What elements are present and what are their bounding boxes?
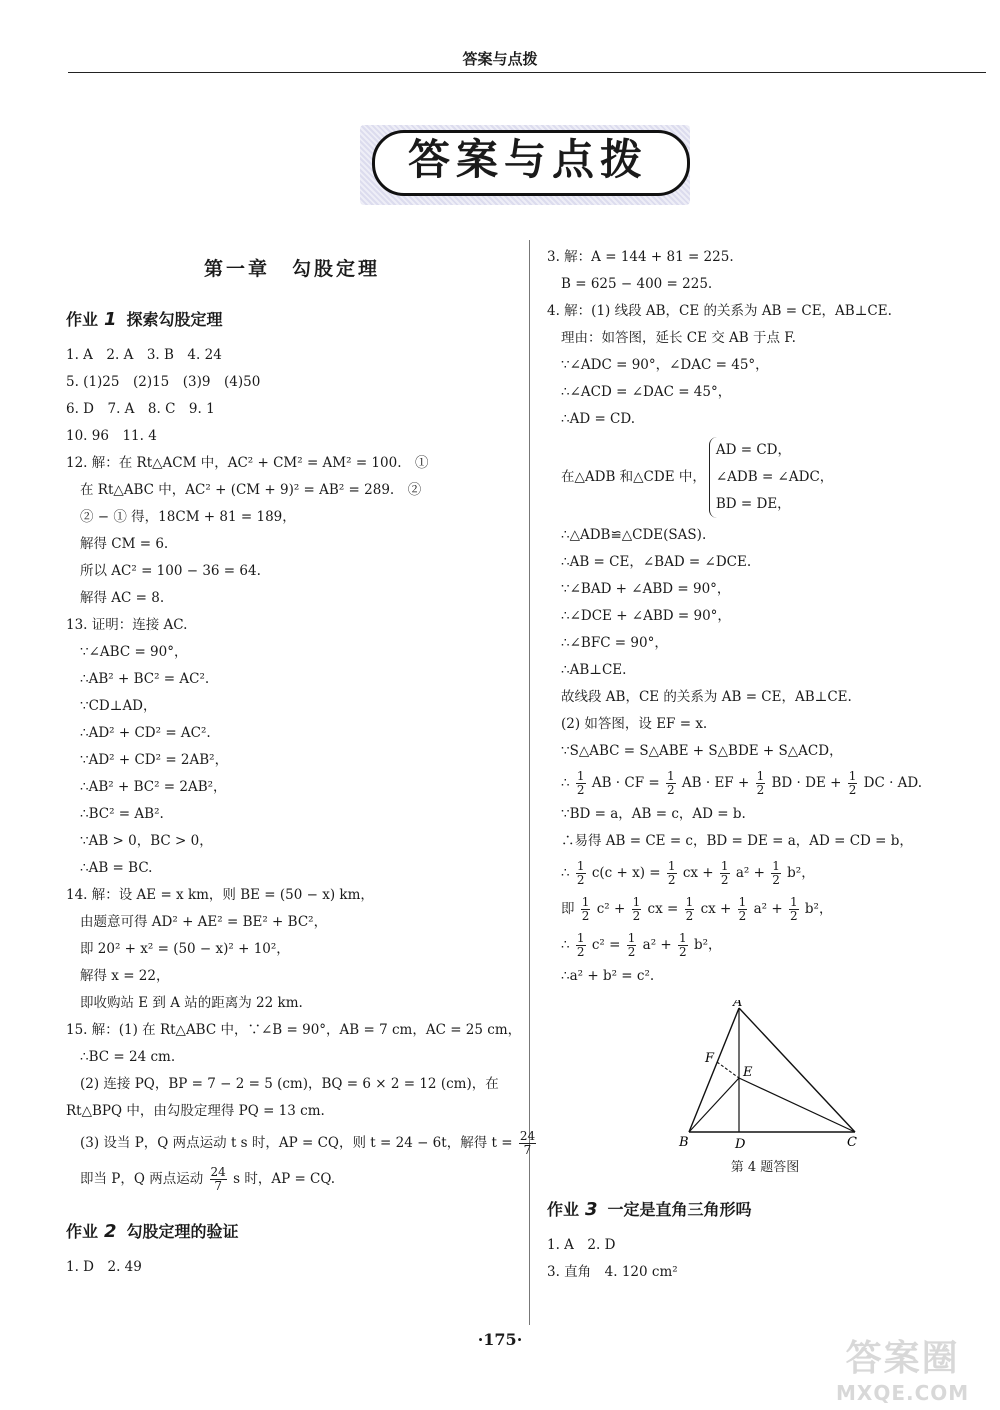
fraction-half: [678, 932, 688, 959]
answer-line: 理由：如答图，延长 CE 交 AB 于点 F.: [561, 330, 796, 346]
homework-label: 作业: [66, 1222, 99, 1241]
answer-line: 14. 解：设 AE = x km，则 BE = (50 − x) km，: [66, 887, 374, 903]
answer-line: 解得 AC = 8.: [80, 590, 165, 606]
numerator: 1: [848, 769, 857, 783]
homework-number: 1: [104, 309, 117, 330]
watermark-logo-text: 答案圈: [845, 1338, 960, 1379]
segment-ab: [689, 1008, 739, 1132]
text-run: b²，: [804, 901, 833, 917]
answer-line: 6. D 7. A 8. C 9. 1: [66, 401, 215, 417]
fraction-half: [738, 896, 748, 923]
banner-title: 答案与点拨: [407, 135, 648, 184]
homework-title: 探索勾股定理: [126, 310, 223, 329]
fraction-half: [627, 932, 637, 959]
text-run: cx =: [647, 901, 679, 917]
segment-fe-dashed: [717, 1062, 739, 1078]
answer-line: ∵S△ABC = S△ABE + S△BDE + S△ACD，: [561, 743, 843, 759]
numerator: 1: [576, 931, 585, 945]
answer-line: ∴AD² + CD² = AC².: [80, 725, 211, 741]
site-watermark: [836, 1330, 969, 1405]
text-run: 在△ADB 和△CDE 中，: [561, 469, 706, 485]
triangle-diagram: [665, 1000, 865, 1150]
answer-line: ∴易得 AB = CE = c，BD = DE = a，AD = CD = b，: [561, 833, 913, 849]
answer-line: 由题意可得 AD² + AE² = BE² + BC²，: [80, 914, 328, 930]
text-run: AB · EF +: [681, 775, 750, 791]
point-label-f: F: [705, 1051, 715, 1066]
fraction: [519, 1130, 536, 1157]
answer-line: 故线段 AB，CE 的关系为 AB = CE，AB⊥CE.: [561, 689, 852, 705]
text-run: c² =: [591, 937, 621, 953]
answer-line: ∴∠ACD = ∠DAC = 45°，: [561, 384, 732, 400]
text-run: DC · AD.: [863, 775, 923, 791]
denominator: 7: [214, 1179, 222, 1193]
brace-line: BD = DE，: [715, 496, 791, 512]
vertex-label-c: C: [847, 1135, 857, 1150]
fraction-half: [581, 896, 591, 923]
answer-line: ∵∠ADC = 90°，∠DAC = 45°，: [561, 357, 769, 373]
denominator: 2: [685, 909, 694, 923]
numerator: 1: [720, 859, 729, 873]
answer-line: (2) 如答图，设 EF = x.: [561, 716, 708, 732]
denominator: 2: [627, 945, 636, 959]
column-divider: [529, 240, 530, 1325]
denominator: 2: [666, 783, 675, 797]
text-run: ∴: [561, 937, 570, 953]
answer-line: ∴a² + b² = c².: [561, 968, 655, 984]
point-label-e: E: [743, 1065, 753, 1080]
numerator: 1: [738, 895, 747, 909]
numerator: 1: [789, 895, 798, 909]
fraction-half: [576, 770, 586, 797]
fraction-half: [685, 896, 695, 923]
denominator: 7: [523, 1143, 532, 1157]
answer-line: 4. 解：(1) 线段 AB，CE 的关系为 AB = CE，AB⊥CE.: [547, 303, 892, 319]
answer-line: 1. A 2. D: [547, 1237, 616, 1253]
denominator: 2: [756, 783, 765, 797]
figure-caption: 第 4 题答图: [730, 1160, 800, 1175]
text-run: a² +: [735, 865, 765, 881]
segment-be: [689, 1078, 739, 1132]
answer-line: ∴AD = CD.: [561, 411, 636, 427]
text-run: 即当 P，Q 两点运动: [80, 1171, 204, 1187]
numerator: 24: [210, 1165, 226, 1179]
fraction-half: [789, 896, 799, 923]
numerator: 1: [756, 769, 765, 783]
brace-line: AD = CD，: [715, 442, 791, 458]
answer-line: ∴AB⊥CE.: [561, 662, 627, 678]
answer-line: B = 625 − 400 = 225.: [561, 276, 713, 292]
chapter-title: 第一章 勾股定理: [203, 258, 380, 280]
answer-line: 10. 96 11. 4: [66, 428, 157, 444]
answer-line: [66, 1161, 518, 1197]
vertex-label-b: B: [679, 1135, 689, 1150]
fraction-half: [667, 860, 677, 887]
text-run: 即: [561, 901, 575, 917]
answer-line: 13. 证明：连接 AC.: [66, 617, 188, 633]
numerator: 1: [627, 931, 636, 945]
answer-line: ∵∠ABC = 90°，: [80, 644, 188, 660]
answer-line: ∴BC² = AB².: [80, 806, 164, 822]
numerator: 1: [667, 859, 676, 873]
homework-title: 一定是直角三角形吗: [607, 1200, 752, 1219]
answer-line: 12. 解：在 Rt△ACM 中，AC² + CM² = AM² = 100. ①: [66, 455, 429, 471]
text-run: ∴: [561, 775, 570, 791]
text-run: s 时，AP = CQ.: [233, 1171, 336, 1187]
homework-number: 2: [104, 1221, 117, 1242]
answer-line: ∵AD² + CD² = 2AB²，: [80, 752, 229, 768]
answer-line: ∴BC = 24 cm.: [80, 1049, 176, 1065]
answer-line: 所以 AC² = 100 − 36 = 64.: [80, 563, 261, 579]
segment-ac: [739, 1008, 855, 1132]
segment-ec: [739, 1078, 855, 1132]
vertex-label-d: D: [735, 1137, 746, 1150]
text-run: b²，: [693, 937, 722, 953]
running-head: 答案与点拨: [462, 50, 538, 68]
text-run: AB · CF =: [591, 775, 660, 791]
homework-title: 勾股定理的验证: [126, 1222, 239, 1241]
brace-group: [709, 437, 833, 518]
answer-line: (2) 连接 PQ，BP = 7 − 2 = 5 (cm)，BQ = 6 × 2 = 12 (cm)，在: [80, 1076, 499, 1092]
brace-line: ∠ADB = ∠ADC，: [715, 469, 834, 485]
answer-line: [66, 1125, 536, 1161]
denominator: 2: [576, 945, 585, 959]
numerator: 1: [772, 859, 780, 873]
answer-line: ∴△ADB≌△CDE(SAS).: [561, 527, 707, 543]
answer-line: 在 Rt△ABC 中，AC² + (CM + 9)² = AB² = 289. ②: [80, 482, 422, 498]
answer-line: ∴AB = BC.: [80, 860, 153, 876]
answer-line: ∵BD = a，AB = c，AD = b.: [561, 806, 746, 822]
denominator: 2: [738, 909, 747, 923]
fraction-half: [756, 770, 766, 797]
denominator: 2: [772, 873, 780, 887]
homework-2-heading: [66, 1219, 518, 1242]
denominator: 2: [720, 873, 729, 887]
answer-line: ∵∠BAD + ∠ABD = 90°，: [561, 581, 731, 597]
watermark-domain: MXQE.COM: [836, 1381, 970, 1405]
text-run: ∴: [561, 865, 570, 881]
answer-line: ∴∠DCE + ∠ABD = 90°，: [561, 608, 731, 624]
answer-line: ② − ① 得，18CM + 81 = 189，: [80, 509, 296, 525]
numerator: 1: [576, 859, 585, 873]
fraction-half: [576, 932, 586, 959]
answer-line: ∴AB = CE，∠BAD = ∠DCE.: [561, 554, 752, 570]
answer-line: ∴AB² + BC² = AC².: [80, 671, 210, 687]
fraction-half: [632, 896, 642, 923]
answer-line: ∴AB² + BC² = 2AB²，: [80, 779, 227, 795]
denominator: 2: [576, 783, 585, 797]
text-run: cx +: [682, 865, 714, 881]
answer-line: 即 20² + x² = (50 − x)² + 10²，: [80, 941, 290, 957]
answer-line: [547, 927, 967, 963]
congruence-conditions: [547, 437, 967, 518]
text-run: cx +: [700, 901, 732, 917]
answer-line: [547, 855, 967, 891]
answer-line: [547, 891, 967, 927]
fraction: [210, 1166, 227, 1193]
header-rule: [68, 72, 986, 73]
denominator: 2: [576, 873, 585, 887]
answer-line: [547, 765, 967, 801]
text-run: a² +: [642, 937, 672, 953]
homework-number: 3: [585, 1199, 598, 1220]
fraction-half: [771, 860, 781, 887]
answer-line: ∵AB > 0，BC > 0，: [80, 833, 213, 849]
answer-line: 3. 直角 4. 120 cm²: [547, 1264, 678, 1280]
right-column: [547, 244, 967, 1286]
answer-line: ∵CD⊥AD，: [80, 698, 157, 714]
answer-line: 解得 CM = 6.: [80, 536, 169, 552]
denominator: 2: [581, 909, 590, 923]
answer-line: 1. D 2. 49: [66, 1259, 142, 1275]
fraction-half: [848, 770, 858, 797]
fraction-half: [576, 860, 586, 887]
denominator: 2: [632, 909, 641, 923]
homework-1-heading: [66, 307, 518, 330]
left-column: [66, 244, 536, 1281]
fraction-half: [720, 860, 730, 887]
answer-line: Rt△BPQ 中，由勾股定理得 PQ = 13 cm.: [66, 1103, 325, 1119]
answer-line: 解得 x = 22，: [80, 968, 170, 984]
denominator: 2: [679, 945, 687, 959]
numerator: 1: [632, 895, 641, 909]
answer-line: ∴∠BFC = 90°，: [561, 635, 668, 651]
text-run: a² +: [753, 901, 783, 917]
page-number: ·175·: [477, 1330, 523, 1349]
denominator: 2: [667, 873, 676, 887]
text-run: c(c + x) =: [591, 865, 661, 881]
answer-line: 即收购站 E 到 A 站的距离为 22 km.: [80, 995, 303, 1011]
numerator: 1: [666, 769, 675, 783]
homework-label: 作业: [547, 1200, 580, 1219]
answer-line: 15. 解：(1) 在 Rt△ABC 中，∵∠B = 90°，AB = 7 cm，AC = 25 cm，: [66, 1022, 522, 1038]
geometry-figure: [665, 1000, 865, 1175]
denominator: 2: [789, 909, 798, 923]
numerator: 1: [581, 895, 590, 909]
answer-line: 3. 解：A = 144 + 81 = 225.: [547, 249, 734, 265]
numerator: 1: [576, 769, 585, 783]
vertex-label-a: A: [733, 1000, 743, 1010]
answer-line: 5. (1)25 (2)15 (3)9 (4)50: [66, 374, 261, 390]
fraction-half: [666, 770, 676, 797]
text-run: b²，: [787, 865, 815, 881]
denominator: 2: [848, 783, 857, 797]
answer-line: 1. A 2. A 3. B 4. 24: [66, 347, 222, 363]
numerator: 1: [685, 895, 694, 909]
text-run: BD · DE +: [771, 775, 842, 791]
text-run: c² +: [596, 901, 626, 917]
homework-label: 作业: [66, 310, 99, 329]
homework-3-heading: [547, 1197, 967, 1220]
text-run: (3) 设当 P，Q 两点运动 t s 时，AP = CQ，则 t = 24 − 6t，解得 t =: [80, 1135, 513, 1151]
numerator: 24: [519, 1129, 536, 1143]
numerator: 1: [679, 931, 687, 945]
